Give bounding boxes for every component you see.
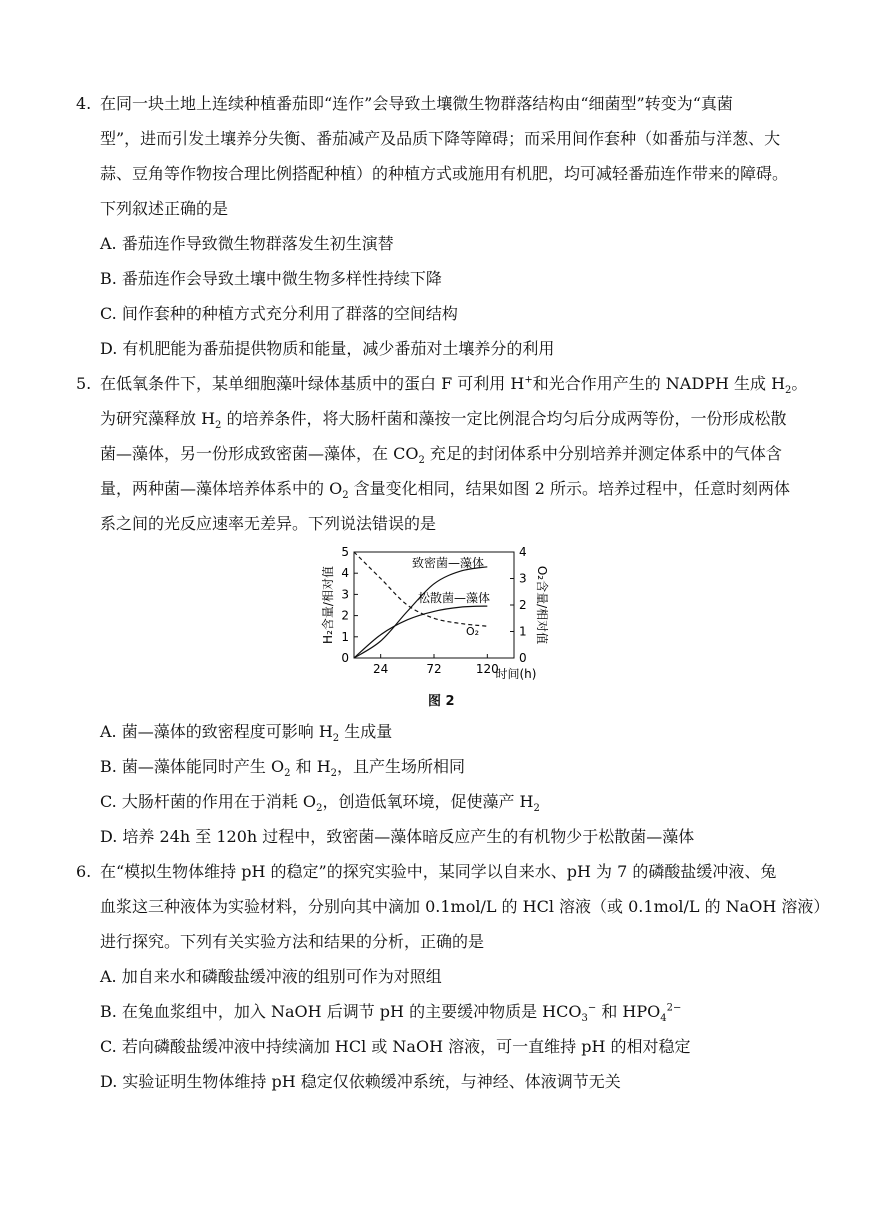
right-tick-label: 0 bbox=[519, 651, 527, 665]
question-5-option-a: A. 菌—藻体的致密程度可影响 $H_2$ 生成量 bbox=[100, 722, 393, 745]
question-4-stem-line-4: 下列叙述正确的是 bbox=[100, 199, 229, 218]
right-tick-label: 2 bbox=[519, 598, 527, 612]
question-6-number: 6. bbox=[76, 862, 92, 881]
question-6-option-c: C. 若向磷酸盐缓冲液中持续滴加 HCl 或 NaOH 溶液，可一直维持 pH 的相对稳定 bbox=[100, 1037, 691, 1056]
question-4-stem-line-3: 蒜、豆角等作物按合理比例搭配种植）的种植方式或施用有机肥，均可减轻番茄连作带来的障碍。 bbox=[100, 164, 789, 183]
series-label-dense: 致密菌—藻体 bbox=[412, 556, 485, 570]
x-tick-label: 120 bbox=[475, 662, 499, 676]
question-4-stem-line-1: 在同一块土地上连续种植番茄即“连作”会导致土壤微生物群落结构由“细菌型”转变为“真菌 bbox=[100, 94, 733, 113]
x-axis-ticks bbox=[373, 654, 499, 676]
x-tick-label: 24 bbox=[373, 662, 389, 676]
right-axis-ticks bbox=[510, 545, 527, 665]
series-label-o2: O₂ bbox=[466, 625, 480, 638]
question-5-option-b: B. 菌—藻体能同时产生 $O_2$ 和 $H_2$，且产生场所相同 bbox=[100, 757, 466, 780]
question-4-stem-line-2: 型”，进而引发土壤养分失衡、番茄减产及品质下降等障碍；而采用间作套种（如番茄与洋葱、大 bbox=[100, 129, 781, 148]
question-6-option-a: A. 加自来水和磷酸盐缓冲液的组别可作为对照组 bbox=[100, 967, 442, 986]
question-4-option-a: A. 番茄连作导致微生物群落发生初生演替 bbox=[100, 234, 394, 253]
figure-caption: 图 2 bbox=[428, 694, 455, 709]
right-tick-label: 1 bbox=[519, 624, 527, 639]
question-5-stem-line-3: 菌—藻体，另一份形成致密菌—藻体，在 $CO_2$ 充足的封闭体系中分别培养并测定体系中的气体含 bbox=[100, 444, 782, 467]
x-tick-label: 72 bbox=[426, 662, 442, 676]
x-axis-label: 时间(h) bbox=[495, 667, 537, 681]
figure-2-chart bbox=[320, 540, 550, 690]
left-tick-label: 3 bbox=[341, 587, 349, 602]
question-6-stem-line-1: 在“模拟生物体维持 pH 的稳定”的探究实验中，某同学以自来水、pH 为 7 的磷酸盐缓冲液、兔 bbox=[100, 862, 777, 881]
series-dense-curve bbox=[354, 567, 487, 658]
right-axis-label: O₂含量/相对值 bbox=[535, 565, 549, 645]
left-axis-label: H₂含量/相对值 bbox=[321, 566, 335, 644]
question-4-option-c: C. 间作套种的种植方式充分利用了群落的空间结构 bbox=[100, 304, 458, 323]
question-6-option-d: D. 实验证明生物体维持 pH 稳定仅依赖缓冲系统，与神经、体液调节无关 bbox=[100, 1072, 621, 1091]
question-6-stem-line-2: 血浆这三种液体为实验材料，分别向其中滴加 0.1mol/L 的 HCl 溶液（或 0.1mol/L 的 NaOH 溶液） bbox=[100, 897, 830, 916]
question-5-stem-line-4: 量，两种菌—藻体培养体系中的 $O_2$ 含量变化相同，结果如图 2 所示。培养过程中，任意时刻两体 bbox=[100, 479, 791, 502]
question-4-number: 4. bbox=[76, 94, 92, 113]
question-4-option-b: B. 番茄连作会导致土壤中微生物多样性持续下降 bbox=[100, 269, 442, 288]
right-tick-label: 4 bbox=[519, 545, 527, 559]
question-6-option-b: B. 在兔血浆组中，加入 NaOH 后调节 pH 的主要缓冲物质是 $HCO_3^-$ 和 $HPO_4^{2-}$ bbox=[100, 1002, 682, 1025]
question-5-number: 5. bbox=[76, 374, 92, 393]
question-4-option-d: D. 有机肥能为番茄提供物质和能量，减少番茄对土壤养分的利用 bbox=[100, 339, 555, 358]
question-5-stem-line-1: 在低氧条件下，某单细胞藻叶绿体基质中的蛋白 F 可利用 H+和光合作用产生的 NADPH 生成 $H_2$。 bbox=[100, 374, 808, 397]
left-tick-label: 0 bbox=[341, 651, 349, 665]
question-6-stem-line-3: 进行探究。下列有关实验方法和结果的分析，正确的是 bbox=[100, 932, 485, 951]
left-tick-label: 5 bbox=[341, 545, 349, 559]
left-tick-label: 2 bbox=[341, 608, 349, 623]
left-tick-label: 1 bbox=[341, 629, 349, 644]
right-tick-label: 3 bbox=[519, 571, 527, 586]
question-5-stem-line-5: 系之间的光反应速率无差异。下列说法错误的是 bbox=[100, 514, 437, 533]
question-5-option-c: C. 大肠杆菌的作用在于消耗 $O_2$，创造低氧环境，促使藻产 $H_2$ bbox=[100, 792, 540, 815]
left-tick-label: 4 bbox=[341, 566, 349, 581]
question-5-stem-line-2: 为研究藻释放 $H_2$ 的培养条件，将大肠杆菌和藻按一定比例混合均匀后分成两等份，一份形成松散 bbox=[100, 409, 787, 432]
figure-2 bbox=[320, 540, 550, 715]
series-label-loose: 松散菌—藻体 bbox=[418, 591, 491, 605]
question-5-option-d: D. 培养 24h 至 120h 过程中，致密菌—藻体暗反应产生的有机物少于松散菌—藻体 bbox=[100, 827, 695, 846]
left-axis-ticks bbox=[341, 545, 358, 665]
